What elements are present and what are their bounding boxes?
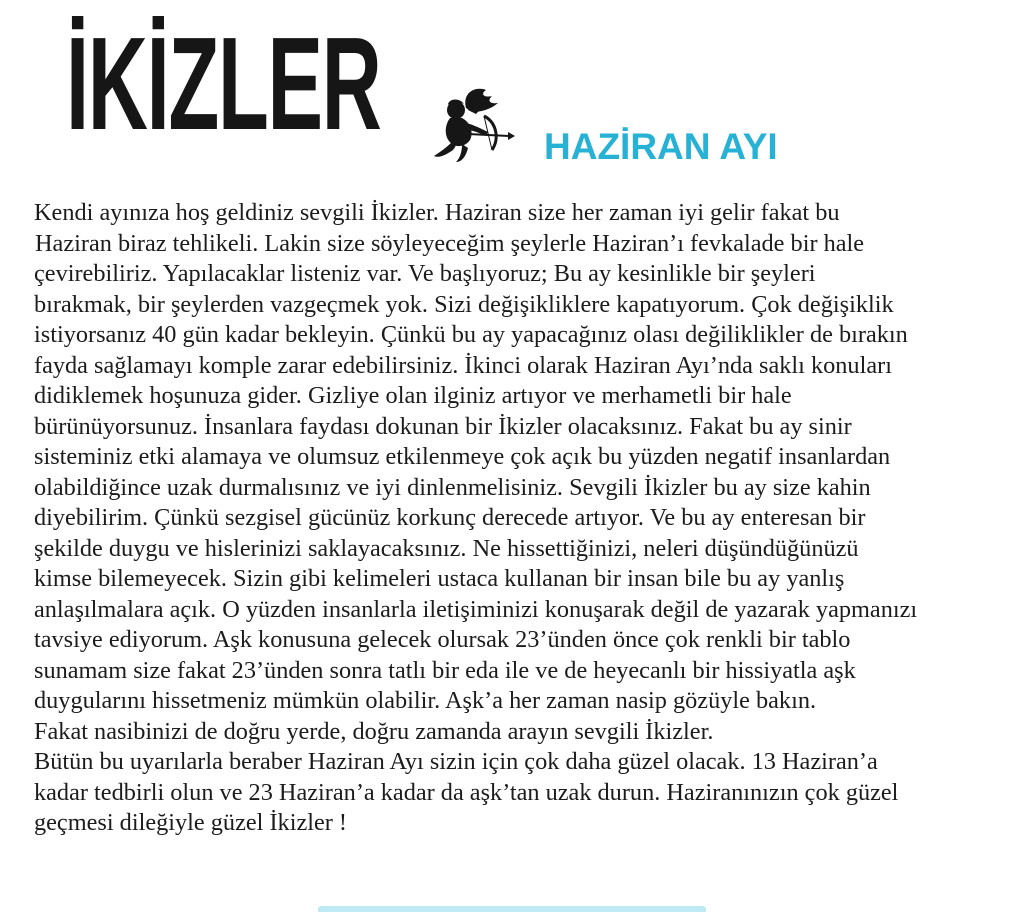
article-line: Fakat nasibinizi de doğru yerde, doğru zamanda arayın sevgili İkizler.: [34, 717, 714, 745]
article-line: olabildiğince uzak durmalısınız ve iyi dinlenmelisiniz. Sevgili İkizler bu ay size kahin: [34, 473, 871, 501]
article-line: kimse bilemeyecek. Sizin gibi kelimeleri ustaca kullanan bir insan bile bu ay yanlış: [34, 565, 845, 592]
article-body: [34, 198, 1009, 839]
article-line: bırakmak, bir şeylerden vazgeçmek yok. Sizi değişikliklere kapatıyorum. Çok değişiklik: [34, 290, 894, 318]
article-line: didiklemek hoşunuza gider. Gizliye olan ilginiz artıyor ve merhametli bir hale: [34, 382, 792, 409]
article-line: kadar tedbirli olun ve 23 Haziran’a kadar da aşk’tan uzak durun. Haziranınızın çok güzel: [34, 778, 899, 806]
article-line: sunamam size fakat 23’ünden sonra tatlı bir eda ile ve de heyecanlı bir hissiyatla aşk: [34, 656, 856, 684]
article-line: istiyorsanız 40 gün kadar bekleyin. Çünkü bu ay yapacağınız olası değiliklikler de bırakın: [34, 321, 908, 348]
article-line: Kendi ayınıza hoş geldiniz sevgili İkizler. Haziran size her zaman iyi gelir fakat bu: [34, 199, 840, 226]
article-line: duygularını hissetmeniz mümkün olabilir. Aşk’a her zaman nasip gözüyle bakın.: [34, 687, 817, 714]
article-line: Haziran biraz tehlikeli. Lakin size söyleyeceğim şeylerle Haziran’ı fevkalade bir hale: [35, 229, 865, 257]
article-line: anlaşılmalara açık. O yüzden insanlarla iletişiminizi konuşarak değil de yazarak yapmanızı: [34, 595, 918, 623]
article-line: diyebilirim. Çünkü sezgisel gücünüz korkunç derecede artıyor. Ve bu ay enteresan bir: [34, 504, 866, 531]
cupid-with-bow-icon: [422, 86, 516, 164]
article-line: tavsiye ediyorum. Aşk konusuna gelecek olursak 23’ünden önce çok renkli bir tablo: [34, 626, 851, 653]
article-line: şekilde duygu ve hislerinizi saklayacaksınız. Ne hissettiğinizi, neleri düşündüğünüzü: [34, 534, 859, 562]
page-title: İKİZLER: [66, 10, 381, 157]
bottom-accent-bar: [318, 906, 706, 912]
article-line: bürünüyorsunuz. İnsanlara faydası dokunan bir İkizler olacaksınız. Fakat bu ay sinir: [34, 412, 852, 440]
article-line: Bütün bu uyarılarla beraber Haziran Ayı sizin için çok daha güzel olacak. 13 Haziran’a: [34, 748, 878, 775]
article-line: çevirebiliriz. Yapılacaklar listeniz var. Ve başlıyoruz; Bu ay kesinlikle bir şeyleri: [34, 260, 816, 287]
article-line: sisteminiz etki alamaya ve olumsuz etkilenmeye çok açık bu yüzden negatif insanlardan: [34, 443, 891, 470]
article-line: fayda sağlamayı komple zarar edebilirsiniz. İkinci olarak Haziran Ayı’nda saklı konuları: [34, 351, 892, 379]
article-line: geçmesi dileğiyle güzel İkizler !: [34, 809, 348, 836]
page-subtitle: HAZİRAN AYI: [544, 126, 778, 167]
